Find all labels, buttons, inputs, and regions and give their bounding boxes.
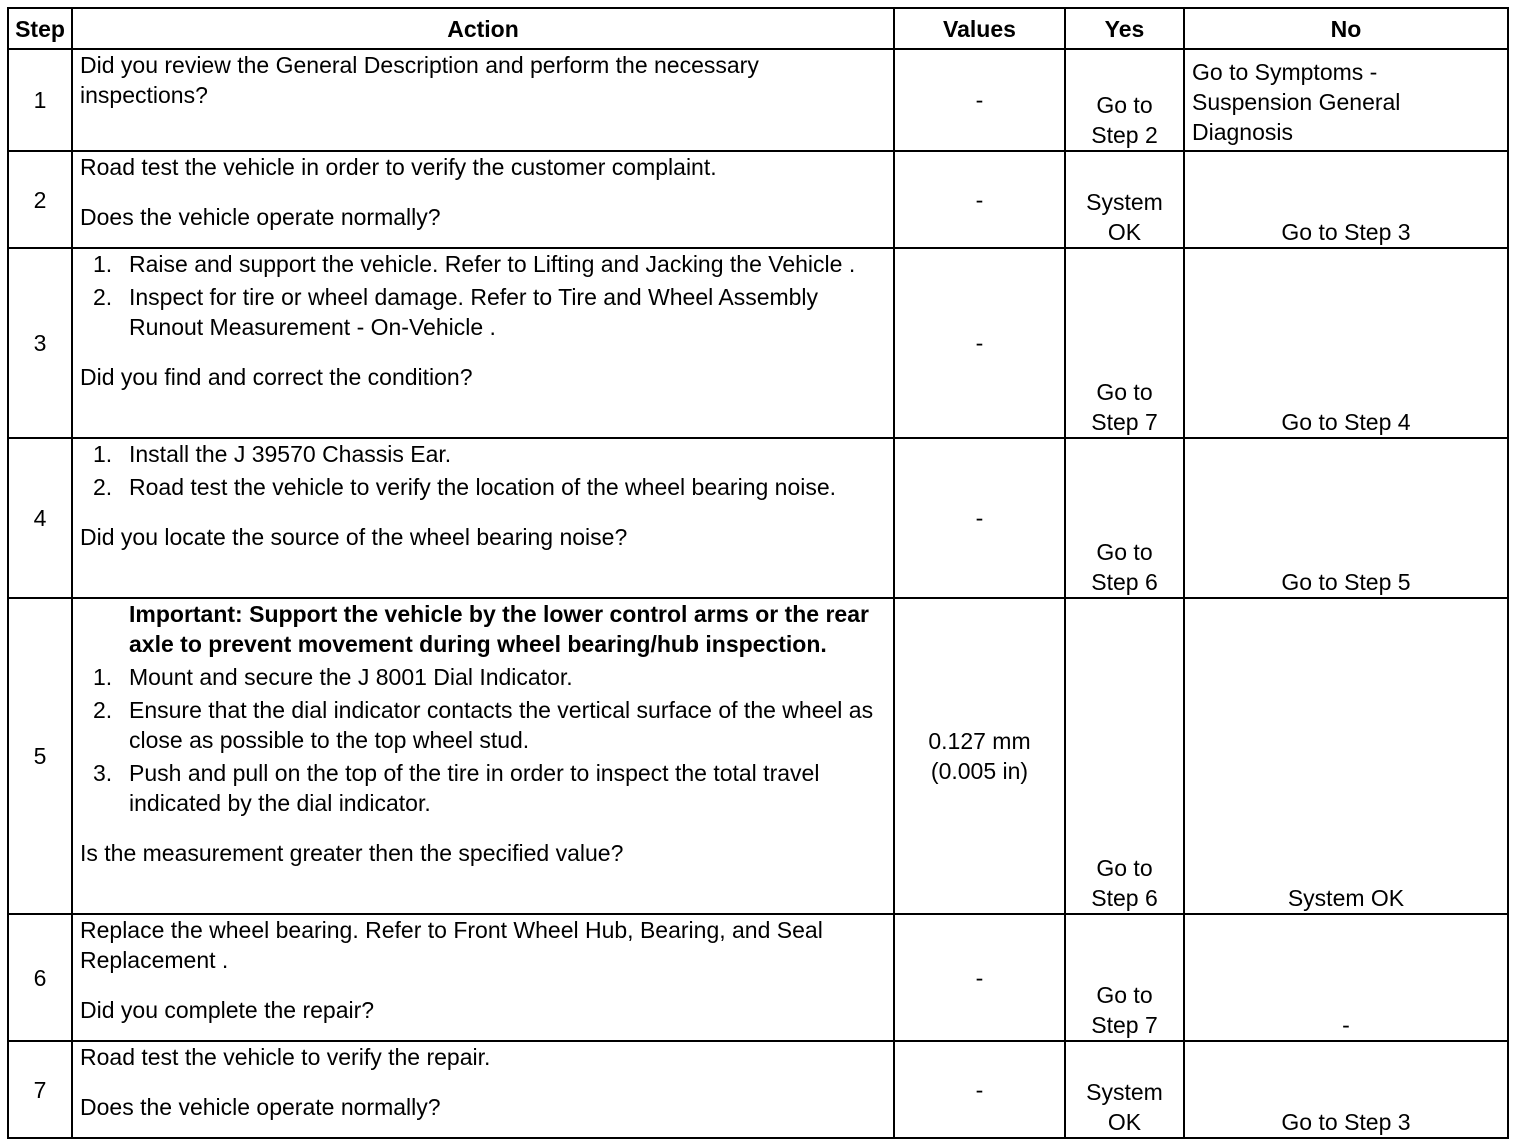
header-no: No [1184,8,1508,49]
action-question: Does the vehicle operate normally? [80,1094,441,1120]
action-text: Did you review the General Description and perform the necessary inspections? [80,52,759,108]
table-row [8,49,1508,151]
table-row [8,1041,1508,1138]
yes-cell: Go to Step 6 [1065,598,1184,914]
action-cell [72,248,894,438]
list-item-text: Mount and secure the J 8001 Dial Indicator. [129,664,573,690]
list-number: 2. [93,697,113,723]
header-action: Action [72,8,894,49]
step-number: 2 [8,151,72,248]
list-number: 3. [93,760,113,786]
no-cell: Go to Step 3 [1184,1041,1508,1138]
no-cell: Go to Step 3 [1184,151,1508,248]
action-question: Does the vehicle operate normally? [80,204,441,230]
list-item [80,439,886,469]
value-imperial: (0.005 in) [930,758,1029,784]
list-item [80,249,886,279]
action-cell [72,49,894,151]
yes-cell: System OK [1065,1041,1184,1138]
list-number: 2. [93,474,113,500]
value-cell: - [894,248,1065,438]
action-question: Is the measurement greater then the specified value? [80,840,624,866]
value-cell [894,598,1065,914]
list-item [80,282,886,342]
no-cell: Go to Symptoms - Suspension General Diagnosis [1184,49,1508,151]
step-number: 6 [8,914,72,1041]
value-cell: - [894,914,1065,1041]
yes-cell: System OK [1065,151,1184,248]
list-item-text: Road test the vehicle to verify the location of the wheel bearing noise. [129,474,837,500]
no-cell: Go to Step 4 [1184,248,1508,438]
header-values: Values [894,8,1065,49]
list-item [80,695,886,755]
important-note: Important: Support the vehicle by the lower control arms or the rear axle to prevent movement during wheel bearing/hub inspection. [129,601,869,657]
list-item [80,472,886,502]
action-text: Replace the wheel bearing. Refer to Front Wheel Hub, Bearing, and Seal Replacement . [80,917,823,973]
value-cell: - [894,1041,1065,1138]
value-metric: 0.127 mm [928,728,1031,754]
list-number: 2. [93,284,113,310]
step-number: 3 [8,248,72,438]
yes-cell: Go to Step 7 [1065,248,1184,438]
list-item-text: Push and pull on the top of the tire in order to inspect the total travel indicated by the dial indicator. [129,760,820,816]
value-cell: - [894,151,1065,248]
diagnostic-table [7,7,1509,1139]
yes-cell: Go to Step 7 [1065,914,1184,1041]
no-cell: Go to Step 5 [1184,438,1508,598]
action-cell [72,438,894,598]
step-number: 5 [8,598,72,914]
table-row [8,248,1508,438]
table-row [8,914,1508,1041]
list-item-text: Inspect for tire or wheel damage. Refer to Tire and Wheel Assembly Runout Measurement - On-Vehicle . [129,284,819,340]
list-number: 1. [93,441,113,467]
yes-cell: Go to Step 6 [1065,438,1184,598]
value-cell: - [894,49,1065,151]
list-item [80,662,886,692]
action-cell [72,1041,894,1138]
action-question: Did you find and correct the condition? [80,364,473,390]
list-item-text: Raise and support the vehicle. Refer to Lifting and Jacking the Vehicle . [129,251,856,277]
list-item [80,758,886,818]
step-number: 4 [8,438,72,598]
step-number: 1 [8,49,72,151]
list-number: 1. [93,664,113,690]
action-list [80,249,886,342]
header-yes: Yes [1065,8,1184,49]
no-cell: System OK [1184,598,1508,914]
action-cell [72,598,894,914]
list-item-text: Ensure that the dial indicator contacts the vertical surface of the wheel as close as possible to the top wheel stud. [129,697,874,753]
action-cell [72,151,894,248]
list-number: 1. [93,251,113,277]
action-text: Road test the vehicle in order to verify the customer complaint. [80,154,717,180]
no-cell: - [1184,914,1508,1041]
header-step: Step [8,8,72,49]
action-list [80,439,886,502]
action-question: Did you locate the source of the wheel bearing noise? [80,524,628,550]
action-question: Did you complete the repair? [80,997,375,1023]
action-text: Road test the vehicle to verify the repair. [80,1044,491,1070]
action-list [80,662,886,818]
value-cell: - [894,438,1065,598]
table-row [8,438,1508,598]
yes-cell: Go to Step 2 [1065,49,1184,151]
list-item-text: Install the J 39570 Chassis Ear. [129,441,452,467]
action-cell [72,914,894,1041]
table-row [8,598,1508,914]
step-number: 7 [8,1041,72,1138]
header-row [8,8,1508,49]
table-row [8,151,1508,248]
